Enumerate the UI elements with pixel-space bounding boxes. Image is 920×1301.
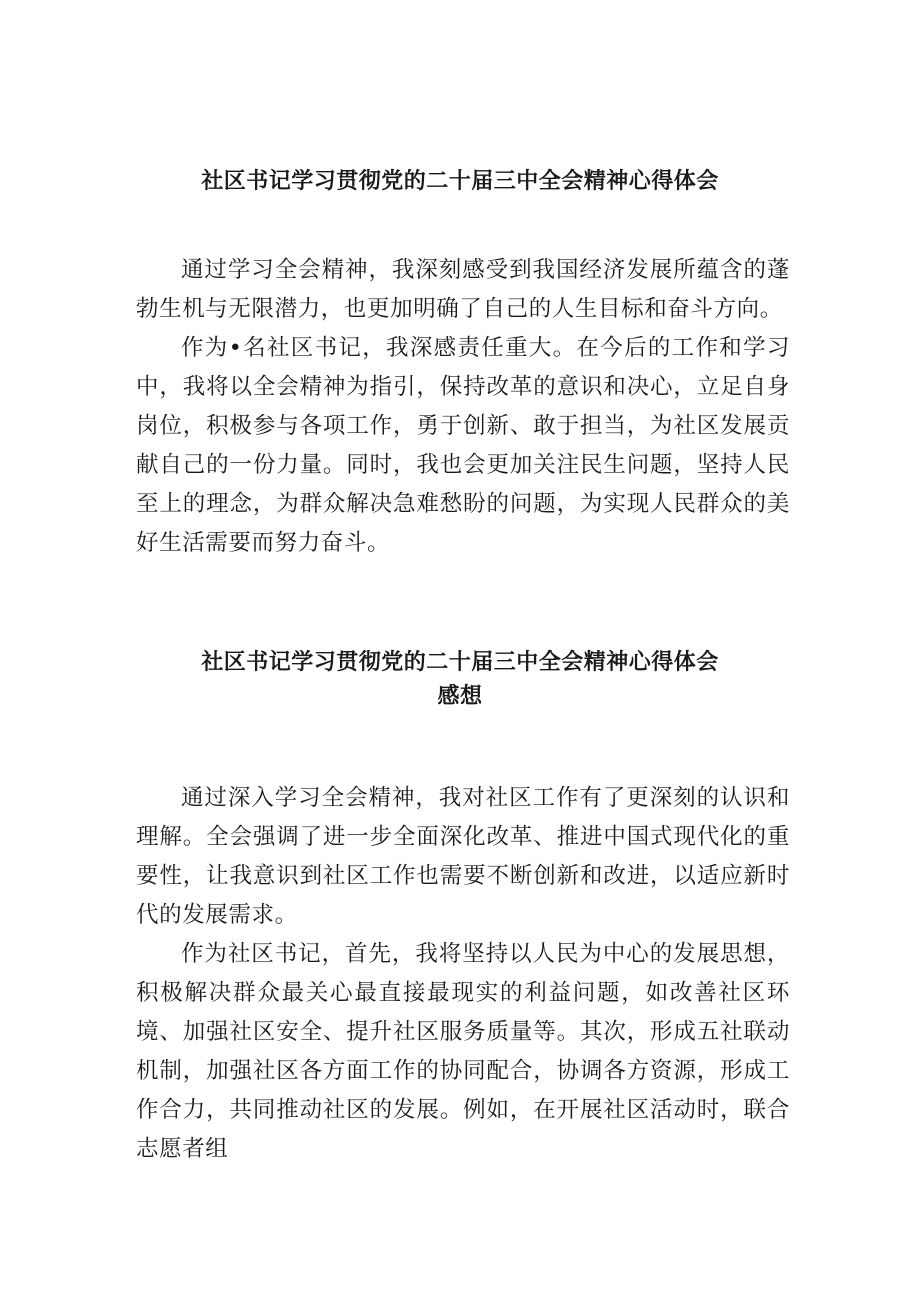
section2-title-line2: 感想: [437, 684, 483, 709]
section1-title: [0, 165, 920, 199]
section2-title: [0, 646, 920, 714]
section1-paragraph-2: 作为•名社区书记，我深感责任重大。在今后的工作和学习中，我将以全会精神为指引，保持改革的意识和决心，立足自身岗位，积极参与各项工作，勇于创新、敢于担当，为社区发展贡献自己的一份力量。同时，我也会更加关注民生问题，坚持人民至上的理念，为群众解决急难愁盼的问题，为实现人民群众的美好生活需要而努力奋斗。: [136, 335, 790, 556]
section2-paragraph-1: 通过深入学习全会精神，我对社区工作有了更深刻的认识和理解。全会强调了进一步全面深化改革、推进中国式现代化的重要性，让我意识到社区工作也需要不断创新和改进，以适应新时代的发展需求。: [136, 785, 790, 928]
section2-title-line1: 社区书记学习贯彻党的二十届三中全会精神心得体会: [201, 650, 719, 675]
section2-paragraph-2: 作为社区书记，首先，我将坚持以人民为中心的发展思想，积极解决群众最关心最直接最现实的利益问题，如改善社区环境、加强社区安全、提升社区服务质量等。其次，形成五社联动机制，加强社区各方面工作的协同配合，协调各方资源，形成工作合力，共同推动社区的发展。例如，在开展社区活动时，联合志愿者组: [136, 941, 790, 1162]
section1-paragraph-1: 通过学习全会精神，我深刻感受到我国经济发展所蕴含的蓬勃生机与无限潜力，也更加明确了自己的人生目标和奋斗方向。: [136, 257, 790, 322]
section1-body: [136, 251, 790, 563]
section2-body: [136, 779, 790, 1169]
section1-title-text: 社区书记学习贯彻党的二十届三中全会精神心得体会: [201, 169, 719, 194]
